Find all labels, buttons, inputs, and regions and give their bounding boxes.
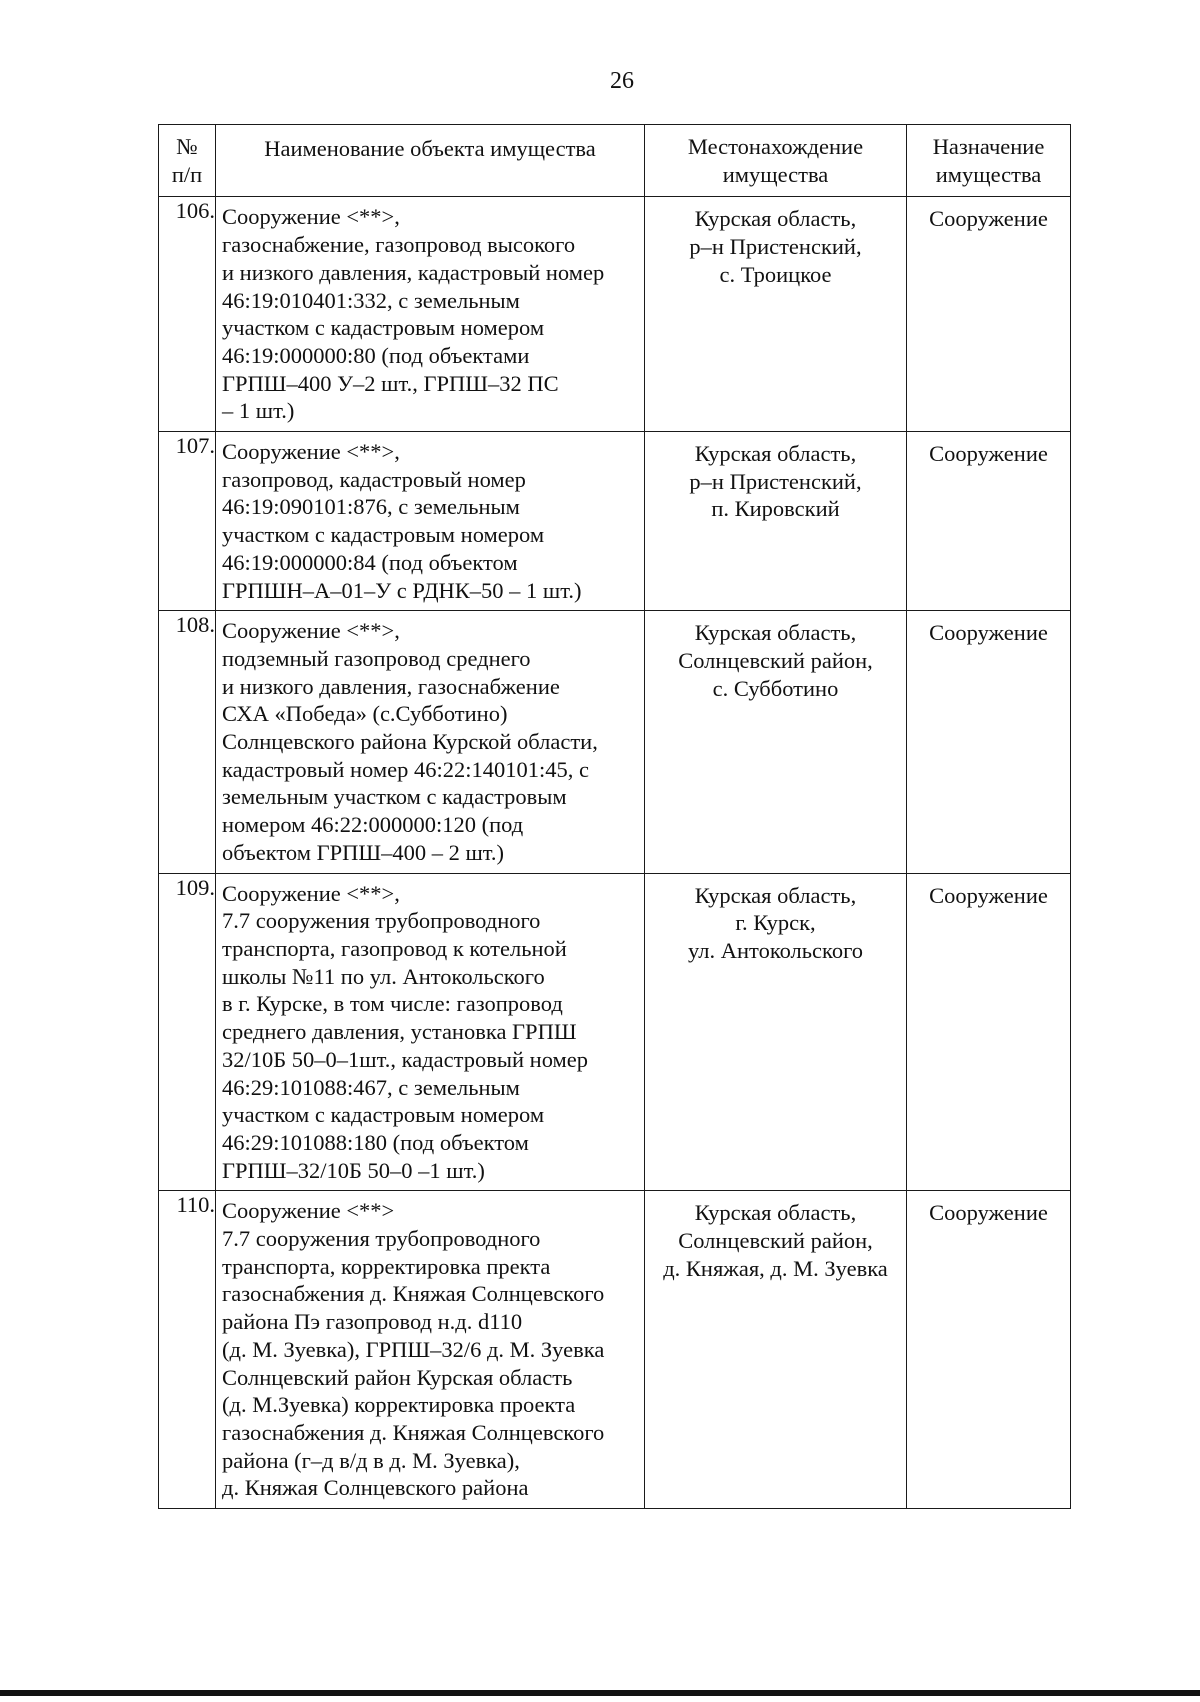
object-name-line: (д. М. Зуевка), ГРПШ–32/6 д. М. Зуевка [222,1336,605,1362]
object-name-line: кадастровый номер 46:22:140101:45, с [222,756,589,782]
object-name-cell [216,1191,645,1509]
object-name-line: газоснабжения д. Княжая Солнцевского [222,1419,605,1445]
location-line: г. Курск, [735,910,816,936]
object-name-line: района (г–д в/д в д. М. Зуевка), [222,1447,520,1473]
location-line: Курская область, [694,441,857,467]
object-name-line: 7.7 сооружения трубопроводного [222,1226,541,1252]
location-cell [645,873,907,1191]
location-line: с. Субботино [712,675,839,701]
object-name-line: Сооружение <**> [222,1198,395,1224]
header-number [159,125,216,197]
table-row [159,611,1071,873]
object-name-line: ГРПШН–А–01–У с РДНК–50 – 1 шт.) [222,577,582,603]
object-name-line: 46:19:010401:332, с земельным [222,287,520,313]
location-line: д. Княжая, д. М. Зуевка [663,1255,888,1281]
table-row [159,432,1071,611]
purpose-cell [907,432,1071,611]
object-name-line: земельным участком с кадастровым [222,784,567,810]
object-name-cell [216,873,645,1191]
object-name-line: д. Княжая Солнцевского района [222,1475,529,1501]
object-name-line: Сооружение <**>, [222,439,400,465]
table-row [159,197,1071,432]
location-line: ул. Антокольского [688,937,863,963]
object-name-cell [216,197,645,432]
purpose-text: Сооружение [929,882,1048,908]
scan-bottom-edge [0,1690,1200,1696]
object-name-line: 46:29:101088:180 (под объектом [222,1129,529,1155]
object-name-line: района Пэ газопровод н.д. d110 [222,1309,523,1335]
object-name-line: ГРПШ–400 У–2 шт., ГРПШ–32 ПС [222,370,559,396]
object-name-line: и низкого давления, газоснабжение [222,673,560,699]
object-name-line: объектом ГРПШ–400 – 2 шт.) [222,839,505,865]
purpose-cell [907,1191,1071,1509]
table-header-row [159,125,1071,197]
purpose-text: Сооружение [929,206,1048,232]
object-name-line: Сооружение <**>, [222,204,400,230]
object-name-line: Солнцевский район Курская область [222,1364,573,1390]
object-name-line: ГРПШ–32/10Б 50–0 –1 шт.) [222,1157,485,1183]
object-name-line: среднего давления, установка ГРПШ [222,1019,577,1045]
object-name-line: и низкого давления, кадастровый номер [222,259,605,285]
header-location-line: имущества [722,161,829,187]
location-line: Курская область, [694,620,857,646]
object-name-line: (д. М.Зуевка) корректировка проекта [222,1392,576,1418]
object-name-line: номером 46:22:000000:120 (под [222,812,524,838]
location-line: Солнцевский район, [678,647,873,673]
purpose-cell [907,873,1071,1191]
object-name-cell [216,432,645,611]
object-name-cell [216,611,645,873]
object-name-line: 7.7 сооружения трубопроводного [222,908,541,934]
row-number: 108. [159,611,216,873]
object-name-line: газопровод, кадастровый номер [222,466,526,492]
header-location-line: Местонахождение [687,134,864,159]
row-number: 106. [159,197,216,432]
location-cell [645,432,907,611]
object-name-line: 46:29:101088:467, с земельным [222,1074,520,1100]
location-line: Курская область, [694,882,857,908]
object-name-line: – 1 шт.) [222,398,295,424]
header-object-name-line: Наименование объекта имущества [264,136,596,161]
object-name-line: участком с кадастровым номером [222,315,545,341]
location-cell [645,611,907,873]
purpose-text: Сооружение [929,1200,1048,1226]
location-cell [645,1191,907,1509]
location-line: Курская область, [694,1200,857,1226]
object-name-line: участком с кадастровым номером [222,1102,545,1128]
object-name-line: 46:19:000000:84 (под объектом [222,549,518,575]
purpose-text: Сооружение [929,620,1048,646]
location-cell [645,197,907,432]
page-number: 26 [610,68,634,94]
location-line: р–н Пристенский, [689,234,862,260]
header-purpose-line: имущества [935,161,1042,187]
object-name-line: 32/10Б 50–0–1шт., кадастровый номер [222,1046,588,1072]
purpose-cell [907,611,1071,873]
location-line: р–н Пристенский, [689,468,862,494]
object-name-line: Сооружение <**>, [222,618,400,644]
object-name-line: участком с кадастровым номером [222,522,545,548]
header-number-line: п/п [171,161,203,187]
location-line: с. Троицкое [719,261,832,287]
location-line: Курская область, [694,206,857,232]
object-name-line: Солнцевского района Курской области, [222,729,598,755]
table-row [159,1191,1071,1509]
header-location [645,125,907,197]
location-line: п. Кировский [711,496,840,522]
table-row [159,873,1071,1191]
object-name-line: подземный газопровод среднего [222,645,531,671]
object-name-line: 46:19:090101:876, с земельным [222,494,520,520]
object-name-line: СХА «Победа» (с.Субботино) [222,701,508,727]
object-name-line: Сооружение <**>, [222,880,400,906]
header-purpose-line: Назначение [932,134,1045,159]
purpose-cell [907,197,1071,432]
object-name-line: 46:19:000000:80 (под объектами [222,342,530,368]
object-name-line: транспорта, газопровод к котельной [222,935,567,961]
row-number: 110. [159,1191,216,1509]
property-table [158,124,1071,1509]
row-number: 109. [159,873,216,1191]
row-number: 107. [159,432,216,611]
object-name-line: транспорта, корректировка пректа [222,1253,551,1279]
header-object-name [216,125,645,197]
header-number-line: № [176,134,198,159]
header-purpose [907,125,1071,197]
object-name-line: школы №11 по ул. Антокольского [222,963,545,989]
purpose-text: Сооружение [929,441,1048,467]
object-name-line: газоснабжения д. Княжая Солнцевского [222,1281,605,1307]
location-line: Солнцевский район, [678,1228,873,1254]
object-name-line: в г. Курске, в том числе: газопровод [222,991,563,1017]
object-name-line: газоснабжение, газопровод высокого [222,232,576,258]
